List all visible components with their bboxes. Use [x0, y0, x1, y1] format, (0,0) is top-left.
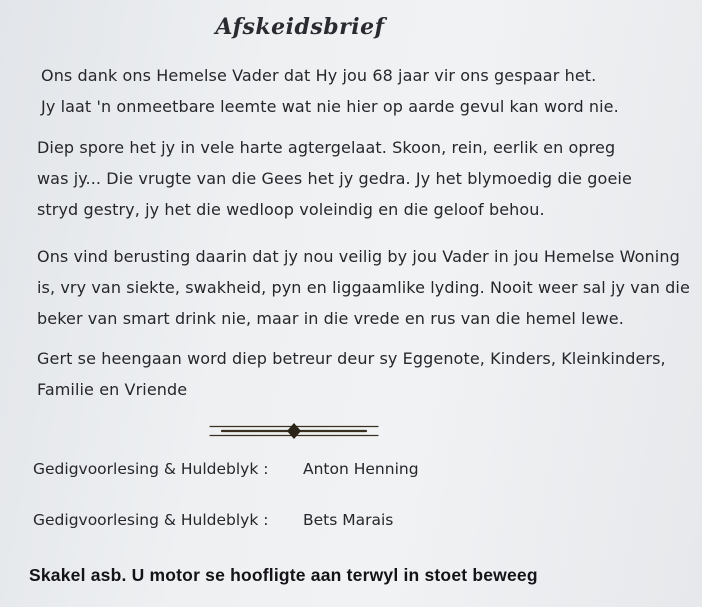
- paragraph-4: [37, 343, 687, 405]
- diamond-divider-icon: [208, 422, 380, 440]
- paragraph-line: stryd gestry, jy het die wedloop voleindig en die geloof behou.: [37, 200, 545, 219]
- paragraph-line: Ons dank ons Hemelse Vader dat Hy jou 68 jaar vir ons gespaar het.: [41, 66, 597, 85]
- tribute-row: [33, 511, 393, 529]
- paragraph-line: Diep spore het jy in vele harte agtergelaat. Skoon, rein, eerlik en opreg: [37, 138, 616, 157]
- tribute-name: Anton Henning: [303, 460, 419, 478]
- tribute-name: Bets Marais: [303, 511, 394, 529]
- tribute-row: [33, 460, 419, 478]
- paragraph-3: [37, 241, 690, 334]
- tribute-label: Gedigvoorlesing & Huldeblyk :: [33, 460, 269, 478]
- paragraph-2: [37, 132, 687, 225]
- paragraph-line: beker van smart drink nie, maar in die vrede en rus van die hemel lewe.: [37, 309, 624, 328]
- paragraph-line: Ons vind berusting daarin dat jy nou veilig by jou Vader in jou Hemelse Woning: [37, 247, 680, 266]
- document-title: Afskeidsbrief: [215, 14, 385, 40]
- paragraph-line: Gert se heengaan word diep betreur deur sy Eggenote, Kinders, Kleinkinders,: [37, 349, 666, 368]
- paragraph-1: [41, 60, 691, 122]
- procession-notice: Skakel asb. U motor se hoofligte aan terwyl in stoet beweeg: [29, 565, 538, 585]
- paragraph-line: is, vry van siekte, swakheid, pyn en liggaamlike lyding. Nooit weer sal jy van die: [37, 278, 690, 297]
- paragraph-line: was jy... Die vrugte van die Gees het jy gedra. Jy het blymoedig die goeie: [37, 169, 632, 188]
- paragraph-line: Familie en Vriende: [37, 380, 188, 399]
- paragraph-line: Jy laat 'n onmeetbare leemte wat nie hier op aarde gevul kan word nie.: [41, 97, 619, 116]
- tribute-label: Gedigvoorlesing & Huldeblyk :: [33, 511, 269, 529]
